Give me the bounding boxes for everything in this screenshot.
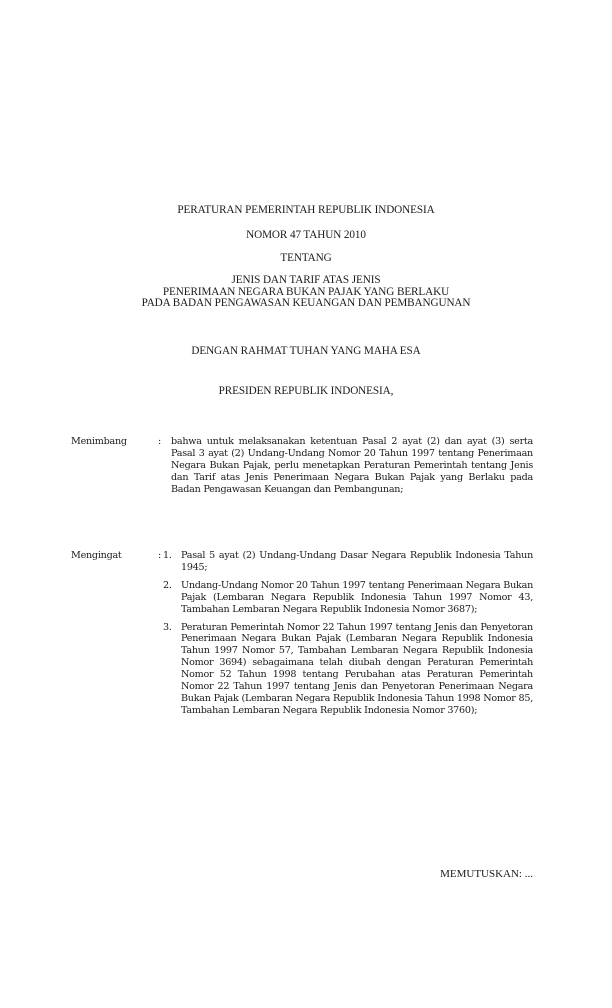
continuation-marker: MEMUTUSKAN: ... (440, 868, 533, 880)
item-text: Pasal 5 ayat (2) Undang-Undang Dasar Negara Republik Indonesia Tahun 1945; (181, 550, 533, 573)
title-line-1: JENIS DAN TARIF ATAS JENIS (231, 274, 381, 286)
invocation: DENGAN RAHMAT TUHAN YANG MAHA ESA (191, 345, 421, 357)
mengingat-list (163, 550, 533, 717)
menimbang-section (71, 436, 533, 496)
item-text: Peraturan Pemerintah Nomor 22 Tahun 1997 tentang Jenis dan Penyetoran Penerimaan Negara Bukan Pajak (Lembaran Negara Republik Indonesia Tahun 1997 Nomor 57, Tambahan Lembaran Negara Republik Indonesia Nomor 3694) sebagaimana telah diubah dengan Peraturan Pemerintah Nomor 52 Tahun 1998 tentang Perubahan atas Peraturan Pemerintah Nomor 22 Tahun 1997 tentang Jenis dan Penyetoran Penerimaan Negara Bukan Pajak (Lembaran Negara Republik Indonesia Tahun 1998 Nomor 85, Tambahan Lembaran Negara Republik Indonesia Nomor 3760); (181, 621, 533, 716)
mengingat-section (71, 550, 533, 723)
menimbang-label: Menimbang (71, 436, 127, 447)
mengingat-item (163, 579, 533, 616)
item-number: 1. (163, 550, 172, 561)
title-line-3: PADA BADAN PENGAWASAN KEUANGAN DAN PEMBANGUNAN (141, 297, 471, 309)
regulation-type: PERATURAN PEMERINTAH REPUBLIK INDONESIA (177, 204, 435, 216)
menimbang-text: bahwa untuk melaksanakan ketentuan Pasal 2 ayat (2) dan ayat (3) serta Pasal 3 ayat (2) Undang-Undang Nomor 20 Tahun 1997 tentang Penerimaan Negara Bukan Pajak, perlu menetapkan Peraturan Pemerintah tentang Jenis dan Tarif atas Jenis Penerimaan Negara Bukan Pajak yang Berlaku pada Badan Pengawasan Keuangan dan Pembangunan; (171, 436, 533, 495)
mengingat-item (163, 550, 533, 574)
mengingat-colon: : (158, 550, 161, 561)
regulation-title (0, 275, 612, 310)
regulation-header (0, 205, 612, 217)
item-text: Undang-Undang Nomor 20 Tahun 1997 tentang Penerimaan Negara Bukan Pajak (Lembaran Negara Republik Indonesia Tahun 1997 Nomor 43, Tambahan Lembaran Negara Republik Indonesia Nomor 3687); (181, 579, 533, 615)
item-number: 3. (163, 621, 172, 633)
president-line: PRESIDEN REPUBLIK INDONESIA, (218, 385, 394, 397)
menimbang-colon: : (158, 436, 161, 447)
mengingat-list-wrap (163, 550, 533, 717)
regulation-tentang: TENTANG (280, 252, 332, 264)
title-line-2: PENERIMAAN NEGARA BUKAN PAJAK YANG BERLAKU (162, 285, 450, 298)
mengingat-label: Mengingat (71, 550, 122, 561)
mengingat-item (163, 621, 533, 717)
regulation-number: NOMOR 47 TAHUN 2010 (246, 229, 366, 241)
item-number: 2. (163, 579, 172, 591)
